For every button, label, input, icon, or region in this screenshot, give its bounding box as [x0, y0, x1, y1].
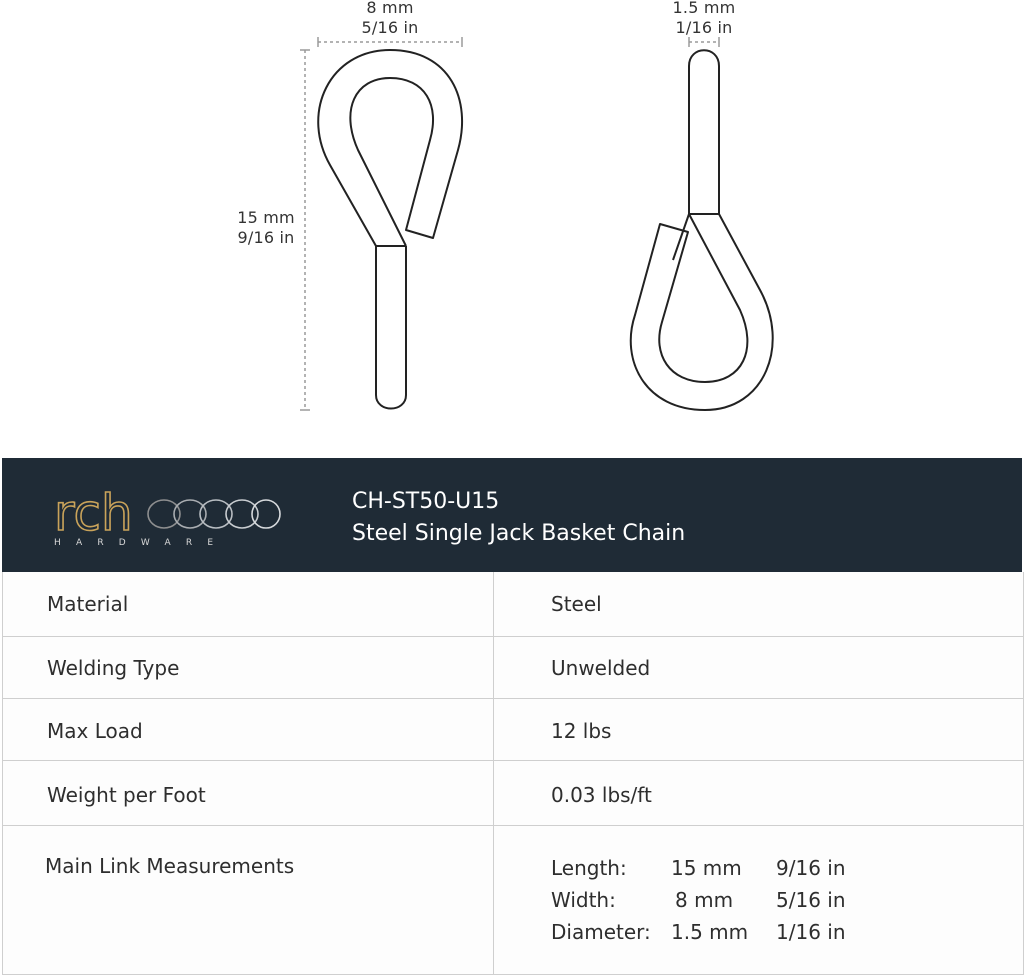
spec-label: Main Link Measurements	[45, 854, 295, 878]
spec-label: Material	[47, 592, 129, 616]
spec-row-material	[3, 572, 1023, 637]
diameter-mm-label: 1.5 mm	[672, 0, 736, 17]
spec-label: Welding Type	[47, 656, 180, 680]
logo-subtitle: HARDWARE	[54, 538, 229, 548]
product-name: Steel Single Jack Basket Chain	[352, 521, 686, 546]
measurement-row-width: Width: 8 mm 5/16 in	[551, 888, 846, 912]
spec-value: Steel	[551, 592, 602, 616]
spec-row-max-load	[3, 699, 1023, 761]
chain-logo-icon	[54, 484, 284, 540]
product-title-block	[352, 486, 685, 550]
link-drawing-area	[0, 0, 1024, 458]
spec-value: 0.03 lbs/ft	[551, 783, 652, 807]
measurement-row-length: Length: 15 mm 9/16 in	[551, 856, 846, 880]
spec-row-welding	[3, 637, 1023, 699]
diameter-in-label: 1/16 in	[675, 18, 733, 37]
product-sku: CH-ST50-U15	[352, 489, 500, 514]
width-mm-label: 8 mm	[366, 0, 414, 17]
logo-text: rch	[54, 484, 133, 540]
spec-value: 12 lbs	[551, 719, 612, 743]
spec-label: Weight per Foot	[47, 783, 206, 807]
spec-value: Unwelded	[551, 656, 651, 680]
right-link-outline	[631, 50, 773, 410]
spec-row-weight	[3, 761, 1023, 826]
product-banner	[2, 458, 1022, 572]
spec-label: Max Load	[47, 719, 143, 743]
chain-link-diagram	[0, 0, 1024, 458]
left-link-outline	[318, 50, 462, 409]
measurements-grid	[551, 852, 846, 948]
spec-row-measurements	[3, 826, 1023, 975]
width-in-label: 5/16 in	[361, 18, 419, 37]
length-mm-label: 15 mm	[237, 208, 295, 227]
specs-table	[2, 572, 1024, 975]
measurement-row-diameter: Diameter: 1.5 mm 1/16 in	[551, 920, 846, 944]
length-in-label: 9/16 in	[237, 228, 295, 247]
